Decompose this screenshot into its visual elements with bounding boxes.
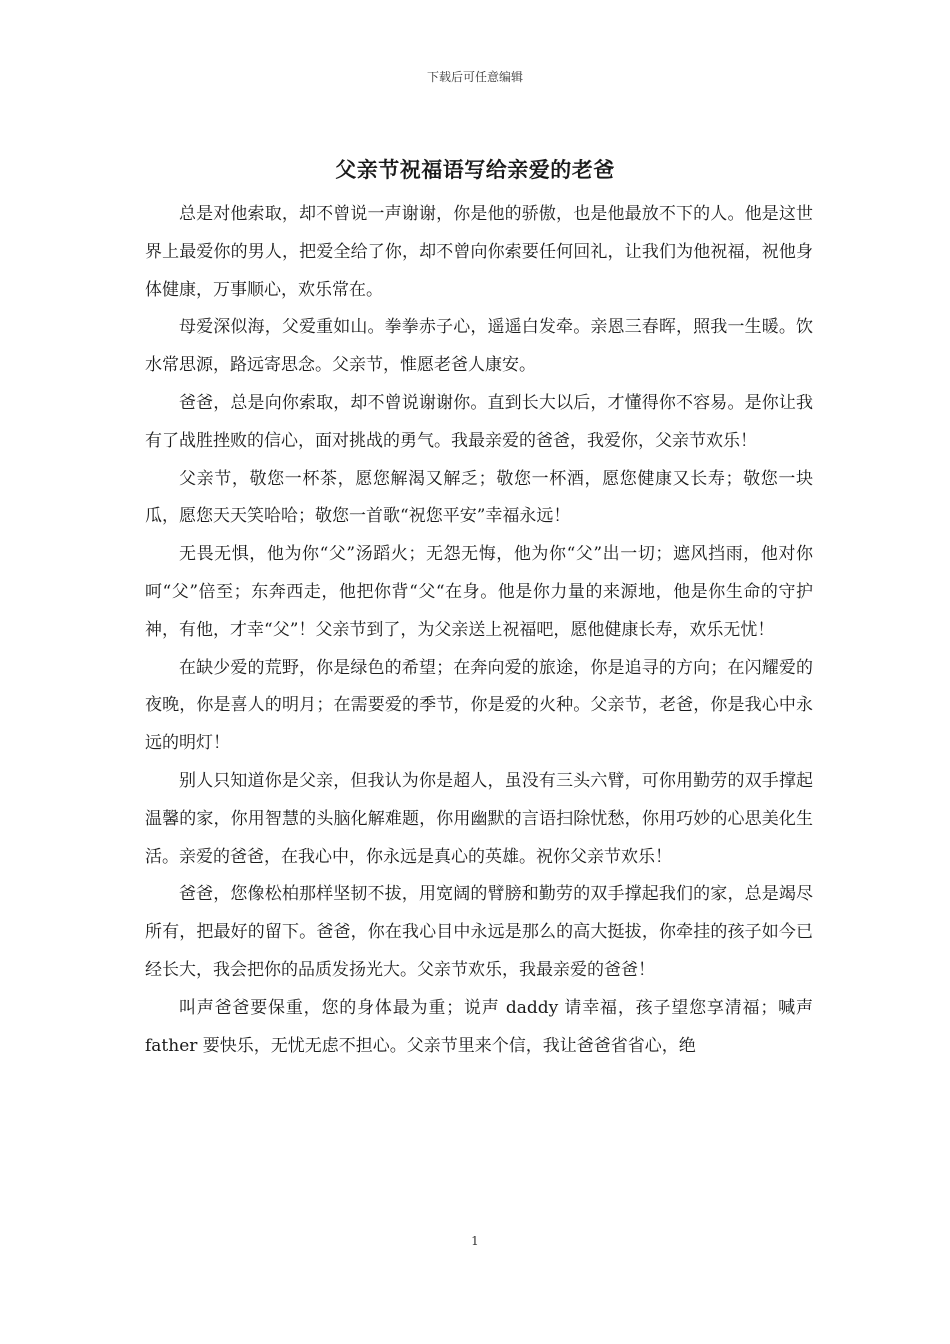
paragraph: 无畏无惧，他为你“父”汤蹈火；无怨无悔，他为你“父”出一切；遮风挡雨，他对你呵“父”倍至；东奔西走，他把你背“父“在身。他是你力量的来源地，他是你生命的守护神，有他，才幸“父”！父亲节到了，为父亲送上祝福吧，愿他健康长寿，欢乐无忧！ xyxy=(145,544,813,640)
document-title: 父亲节祝福语写给亲爱的老爸 xyxy=(335,157,615,182)
paragraph: 父亲节，敬您一杯茶，愿您解渴又解乏；敬您一杯酒，愿您健康又长寿；敬您一块瓜，愿您天天笑哈哈；敬您一首歌“祝您平安”幸福永远！ xyxy=(145,468,813,527)
paragraph: 爸爸，您像松柏那样坚韧不拔，用宽阔的臂膀和勤劳的双手撑起我们的家，总是竭尽所有，把最好的留下。爸爸，你在我心目中永远是那么的高大挺拔，你牵挂的孩子如今已经长大，我会把你的品质发扬光大。父亲节欢乐，我最亲爱的爸爸！ xyxy=(145,884,813,980)
paragraph: 叫声爸爸要保重，您的身体最为重；说声 daddy 请幸福，孩子望您享清福；喊声 father 要快乐，无忧无虑不担心。父亲节里来个信，我让爸爸省省心，绝 xyxy=(145,997,813,1056)
paragraph: 在缺少爱的荒野，你是绿色的希望；在奔向爱的旅途，你是追寻的方向；在闪耀爱的夜晚，你是喜人的明月；在需要爱的季节，你是爱的火种。父亲节，老爸，你是我心中永远的明灯！ xyxy=(145,657,813,754)
page-number: 1 xyxy=(471,1234,479,1248)
document-body xyxy=(145,196,813,1065)
paragraph: 母爱深似海，父爱重如山。拳拳赤子心，遥遥白发牵。亲恩三春晖，照我一生暖。饮水常思源，路远寄思念。父亲节，惟愿老爸人康安。 xyxy=(145,317,813,376)
paragraph: 别人只知道你是父亲，但我认为你是超人，虽没有三头六臂，可你用勤劳的双手撑起温馨的家，你用智慧的头脑化解难题，你用幽默的言语扫除忧愁，你用巧妙的心思美化生活。亲爱的爸爸，在我心中，你永远是真心的英雄。祝你父亲节欢乐！ xyxy=(145,770,813,867)
paragraph: 爸爸，总是向你索取，却不曾说谢谢你。直到长大以后，才懂得你不容易。是你让我有了战胜挫败的信心，面对挑战的勇气。我最亲爱的爸爸，我爱你，父亲节欢乐！ xyxy=(145,392,813,451)
page-header-note: 下载后可任意编辑 xyxy=(426,70,523,84)
paragraph: 总是对他索取，却不曾说一声谢谢，你是他的骄傲，也是他最放不下的人。他是这世界上最爱你的男人，把爱全给了你，却不曾向你索要任何回礼，让我们为他祝福，祝他身体健康，万事顺心，欢乐常在。 xyxy=(145,204,813,300)
